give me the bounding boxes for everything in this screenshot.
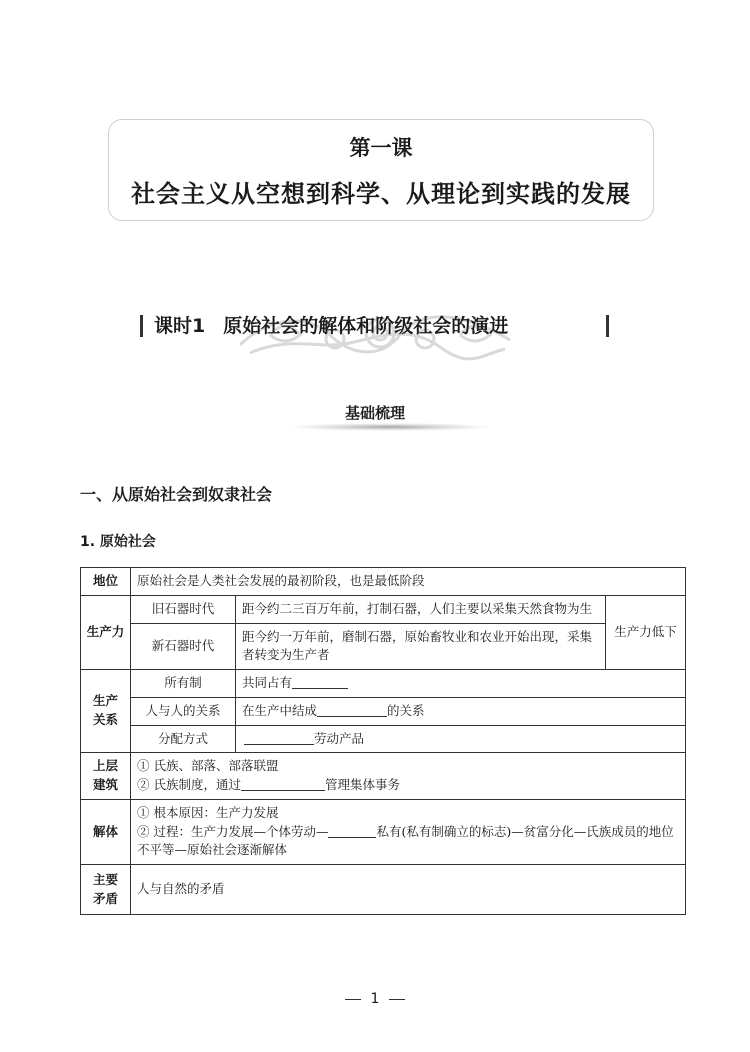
table-cell: 人与自然的矛盾 [131, 865, 686, 915]
fill-blank [241, 777, 325, 791]
fill-blank [244, 731, 314, 745]
section-title [154, 311, 508, 338]
row-header [81, 670, 131, 753]
table-row [81, 623, 686, 670]
cell-line [137, 823, 679, 861]
lesson-label: 第一课 [349, 136, 413, 160]
table-cell [131, 799, 686, 864]
part-heading: 一、从原始社会到奴隶社会 [80, 485, 273, 504]
primitive-society-table [80, 567, 686, 915]
table-cell: 距今约二三百万年前，打制石器，人们主要以采集天然食物为生 [236, 595, 606, 623]
table-cell [131, 753, 686, 800]
section-number: 课时1 [154, 315, 206, 337]
cell-text: 管理集体事务 [324, 777, 400, 792]
part-subheading: 1. 原始社会 [80, 534, 156, 550]
subheading: 基础梳理 [344, 404, 405, 422]
page-number-text: 1 [370, 991, 380, 1007]
row-header: 解体 [81, 799, 131, 864]
row-header-text: 主要矛盾 [92, 871, 118, 906]
cell-text: 共同占有 [242, 675, 293, 690]
subheading-underline [290, 423, 490, 431]
row-header: 地位 [81, 568, 131, 596]
table-row [81, 670, 686, 698]
cell-text: 在生产中结成 [242, 702, 318, 718]
row-header [81, 865, 131, 915]
table-row [81, 725, 686, 753]
cell-text: 的关系 [387, 702, 425, 718]
section-title-text: 原始社会的解体和阶级社会的演进 [223, 315, 509, 337]
fill-blank [317, 703, 387, 717]
row-header-text: 上层建筑 [92, 758, 118, 792]
cell-text: ② 氏族制度，通过 [137, 777, 241, 792]
table-cell [236, 725, 686, 753]
row-header: 生产力 [81, 595, 131, 669]
cell-line: ① 氏族、部落、部落联盟 [137, 758, 279, 774]
table-cell: 距今约一万年前，磨制石器，原始畜牧业和农业开始出现，采集者转变为生产者 [236, 623, 606, 670]
table-cell: 分配方式 [131, 725, 236, 753]
table-cell: 原始社会是人类社会发展的最初阶段，也是最低阶段 [131, 568, 686, 596]
table-cell: 新石器时代 [131, 623, 236, 670]
table-cell: 旧石器时代 [131, 595, 236, 623]
table-row [81, 753, 686, 800]
cell-text: 劳动产品 [314, 730, 365, 746]
page-number [0, 991, 750, 1007]
table-cell: 生产力低下 [606, 595, 686, 669]
fill-blank [328, 824, 376, 838]
table-row [81, 799, 686, 864]
cell-text: 私有(私有制确立的标志)—贫富分化—氏族成员的地位不平等—原始社会逐渐解体 [137, 823, 674, 858]
table-row [81, 595, 686, 623]
right-bar [606, 315, 609, 337]
table-row [81, 568, 686, 596]
row-header-text: 生产关系 [92, 693, 118, 728]
row-header [81, 753, 131, 800]
section-banner [140, 305, 610, 365]
chapter-title-box [108, 119, 654, 221]
fill-blank [292, 675, 348, 689]
left-bar [140, 315, 143, 337]
cell-line: ① 根本原因：生产力发展 [137, 804, 279, 820]
table-cell: 所有制 [131, 670, 236, 698]
chapter-title: 社会主义从空想到科学、从理论到实践的发展 [131, 180, 631, 208]
table-row [81, 697, 686, 725]
table-row [81, 865, 686, 915]
table-cell: 人与人的关系 [131, 697, 236, 725]
cell-text: ② 过程：生产力发展—个体劳动— [137, 823, 329, 839]
cell-line [137, 776, 679, 795]
table-cell [236, 670, 686, 698]
table-cell [236, 697, 686, 725]
